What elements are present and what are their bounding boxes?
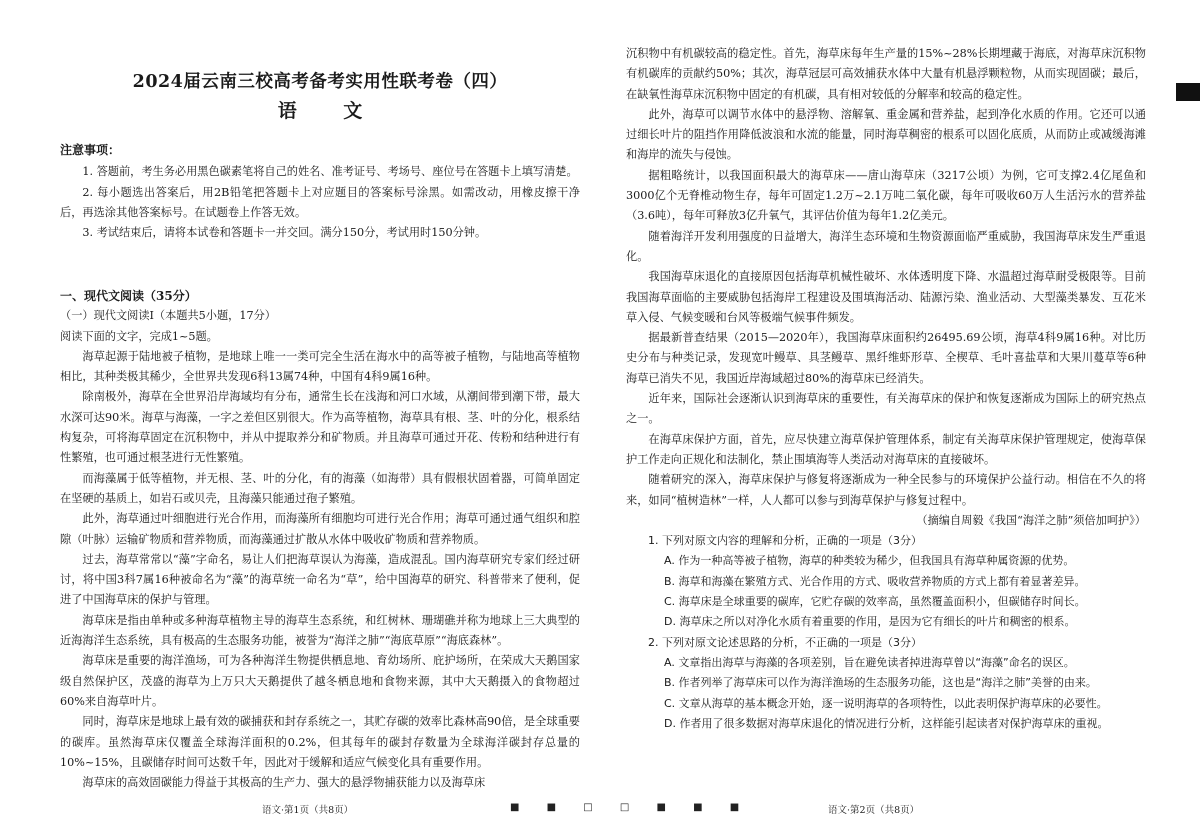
- section-heading: 一、现代文阅读（35分）: [60, 289, 197, 303]
- paragraph: 同时，海草床是地球上最有效的碳捕获和封存系统之一，其贮存碳的效率比森林高90倍，是全球重要的碳库。虽然海草床仅覆盖全球海洋面积的0.2%，但其每年的碳封存数量为全球海洋碳封存总量的10%~15%，且碳储存时间可达数千年，因此对于缓解和适应气候变化具有重要作用。: [60, 715, 580, 769]
- question-stem: 2. 下列对原文论述思路的分析，不正确的一项是（3分）: [648, 635, 922, 649]
- paragraph: 海草起源于陆地被子植物，是地球上唯一一类可完全生活在海水中的高等被子植物，与陆地高等植物相比，其种类极其稀少，全世界共发现6科13属74种，中国有4科9属16种。: [60, 349, 580, 384]
- answer-option: D. 海草床之所以对净化水质有着重要的作用，是因为它有细长的叶片和稠密的根系。: [664, 615, 1076, 629]
- answer-option: D. 作者用了很多数据对海草床退化的情况进行分析，这样能引起读者对保护海草床的重视。: [664, 716, 1109, 730]
- paragraph: 沉积物中有机碳较高的稳定性。首先，海草床每年生产量的15%~28%长期埋藏于海底，对海草床沉积物有机碳库的贡献约50%；其次，海草冠层可高效捕获水体中大量有机悬浮颗粒物，从而实现固碳；最后，在缺氧性海草床沉积物中固定的有机碳，具有相对较低的分解率和较高的稳定性。: [626, 47, 1146, 101]
- page-right: [626, 0, 1146, 826]
- paragraph: 过去，海草常常以“藻”字命名，易让人们把海草误认为海藻，造成混乱。国内海草研究专家们经过研讨，将中国3科7属16种被命名为“藻”的海草统一命名为“草”，给中国海草的研究、科普带来了便利，促进了中国海草床的保护与管理。: [60, 552, 580, 607]
- paragraph: 除南极外，海草在全世界沿岸海域均有分布，通常生长在浅海和河口水域，从潮间带到潮下带，最大水深可达90米。海草与海藻，一字之差但区别很大。作为高等植物，海草具有根、茎、叶的分化，根系结构复杂，可将海草固定在沉积物中，并从中提取养分和矿物质。并且海草可通过开花、传粉和结种进行有性繁殖，也可通过根茎进行无性繁殖。: [60, 390, 580, 465]
- paragraph: 我国海草床退化的直接原因包括海草机械性破坏、水体透明度下降、水温超过海草耐受极限等。目前我国海草面临的主要威胁包括海岸工程建设及围填海活动、陆源污染、渔业活动、大型藻类暴发、互花米草入侵、气候变暖和台风等极端气候事件频发。: [626, 270, 1146, 324]
- answer-option: B. 海草和海藻在繁殖方式、光合作用的方式、吸收营养物质的方式上都有着显著差异。: [664, 574, 1086, 588]
- paragraph: 据粗略统计，以我国面积最大的海草床——唐山海草床（3217公顷）为例，它可支撑2.4亿尾鱼和3000亿个无脊椎动物生存，每年可固定1.2万~2.1万吨二氧化碳，每年可吸收60万人生活污水的营养盐（3.6吨），每年可释放3亿升氧气，其评估价值为每年1.2亿美元。: [626, 168, 1146, 223]
- alignment-mark: [1176, 83, 1200, 101]
- page-footer-left: 语文·第1页（共8页）: [262, 805, 354, 816]
- question-stem: 1. 下列对原文内容的理解和分析，正确的一项是（3分）: [648, 534, 922, 548]
- instruction: 阅读下面的文字，完成1~5题。: [60, 329, 218, 343]
- subsection-heading: （一）现代文阅读Ⅰ（本题共5小题，17分）: [60, 309, 276, 323]
- paragraph: 据最新普查结果（2015—2020年），我国海草床面积约26495.69公顷，海草4科9属16种。对比历史分布与种类记录，发现宽叶鳗草、具茎鳗草、黑纤维虾形草、全楔草、毛叶喜盐草和大果川蔓草等6种海草已消失不见，我国近岸海域超过80%的海草床已经消失。: [626, 331, 1146, 385]
- article-source: （摘编自周毅《我国“海洋之肺”须倍加呵护》）: [916, 513, 1146, 527]
- registration-marks: ■ ■ □ □ ■ ■ ■: [510, 802, 752, 813]
- paragraph: 近年来，国际社会逐渐认识到海草床的重要性，有关海草床的保护和恢复逐渐成为国际上的研究热点之一。: [626, 392, 1146, 426]
- answer-option: C. 海草床是全球重要的碳库，它贮存碳的效率高，虽然覆盖面积小，但碳储存时间长。: [664, 595, 1086, 609]
- notice-item: 2. 每小题选出答案后，用2B铅笔把答题卡上对应题目的答案标号涂黑。如需改动，用橡皮擦干净后，再选涂其他答案标号。在试题卷上作答无效。: [60, 185, 580, 219]
- subject-title: 语 文: [277, 100, 383, 122]
- paragraph: 海草床是重要的海洋渔场，可为各种海洋生物提供栖息地、育幼场所、庇护场所，在荣成大天鹅国家级自然保护区，茂盛的海草为上万只大天鹅提供了越冬栖息地和食物来源，其中大天鹅摄入的食物超过60%来自海草叶片。: [60, 654, 580, 708]
- paragraph: 在海草床保护方面，首先，应尽快建立海草保护管理体系，制定有关海草床保护管理规定，使海草保护工作走向正规化和法制化，禁止围填海等人类活动对海草床的直接破坏。: [626, 432, 1146, 466]
- page-left: [60, 0, 580, 826]
- answer-option: A. 文章指出海草与海藻的各项差别，旨在避免读者掉进海草曾以“海藻”命名的误区。: [664, 655, 1075, 669]
- article-continued: [626, 44, 1146, 734]
- answer-option: C. 文章从海草的基本概念开始，逐一说明海草的各项特性，以此表明保护海草床的必要性。: [664, 696, 1108, 710]
- notice-heading: 注意事项：: [60, 143, 121, 157]
- page-footer-right: 语文·第2页（共8页）: [828, 805, 920, 816]
- notice-block: [60, 140, 580, 243]
- question-1: [626, 531, 1146, 632]
- paragraph: 海草床的高效固碳能力得益于其极高的生产力、强大的悬浮物捕获能力以及海草床: [82, 776, 486, 790]
- notice-item: 3. 考试结束后，请将本试卷和答题卡一并交回。满分150分，考试用时150分钟。: [82, 226, 487, 240]
- question-2: [626, 633, 1146, 734]
- paragraph: 随着研究的深入，海草床保护与修复将逐渐成为一种全民参与的环境保护公益行动。相信在不久的将来，如同“植树造林”一样，人人都可以参与到海草保护与修复过程中。: [626, 473, 1146, 507]
- reading-section: [60, 286, 580, 793]
- answer-option: A. 作为一种高等被子植物，海草的种类较为稀少，但我国具有海草种属资源的优势。: [664, 554, 1075, 568]
- answer-option: B. 作者列举了海草床可以作为海洋渔场的生态服务功能，这也是“海洋之肺”美誉的由来。: [664, 676, 1097, 690]
- paragraph: 而海藻属于低等植物，并无根、茎、叶的分化，有的海藻（如海带）具有假根状固着器，可简单固定在坚硬的基质上，如岩石或贝壳，且海藻只能通过孢子繁殖。: [60, 471, 580, 505]
- notice-item: 1. 答题前，考生务必用黑色碳素笔将自己的姓名、准考证号、考场号、座位号在答题卡上填写清楚。: [82, 165, 578, 179]
- exam-title: 2024届云南三校高考备考实用性联考卷（四）: [132, 72, 508, 92]
- paragraph: 此外，海草通过叶细胞进行光合作用，而海藻所有细胞均可进行光合作用；海草可通过通气组织和腔隙（叶脉）运输矿物质和营养物质，而海藻通过扩散从水体中吸收矿物质和营养物质。: [60, 512, 580, 546]
- paragraph: 随着海洋开发利用强度的日益增大，海洋生态环境和生物资源面临严重威胁，我国海草床发生严重退化。: [626, 229, 1146, 263]
- paragraph: 此外，海草可以调节水体中的悬浮物、溶解氧、重金属和营养盐，起到净化水质的作用。它还可以通过细长叶片的阻挡作用降低波浪和水流的能量，同时海草稠密的根系可以固化底质，从而防止或减缓海滩和海岸的流失与侵蚀。: [626, 107, 1146, 162]
- paragraph: 海草床是指由单种或多种海草植物主导的海草生态系统，和红树林、珊瑚礁并称为地球上三大典型的近海海洋生态系统，具有极高的生态服务功能，被誉为“海洋之肺”“海底草原”“海底森林”。: [60, 613, 580, 648]
